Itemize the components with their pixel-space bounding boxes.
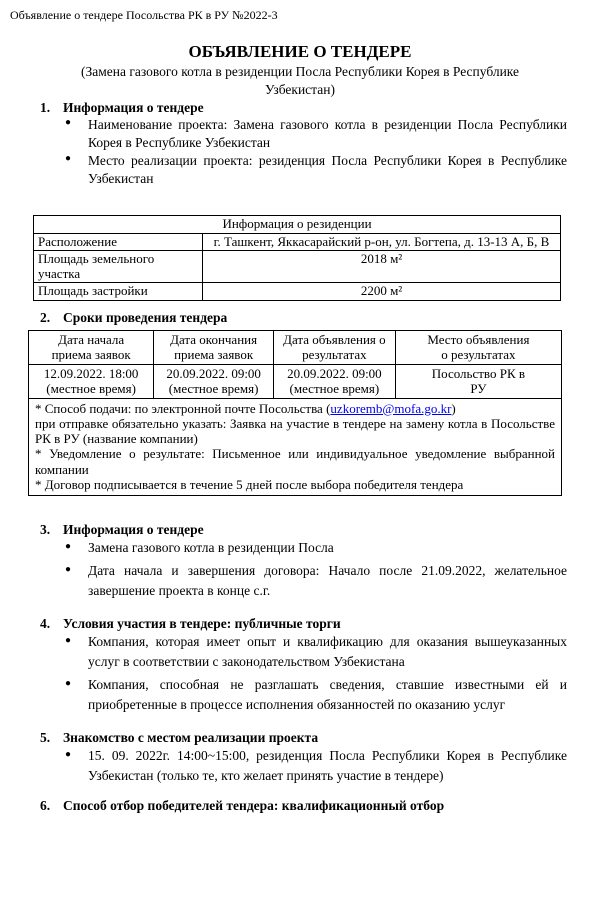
header-line: Место объявления (427, 331, 530, 347)
list-item (33, 561, 567, 601)
header-line: о результатах (441, 347, 516, 362)
section-1-bullets (33, 116, 567, 188)
data-line: (местное время) (168, 381, 259, 396)
row-label: Расположение (34, 233, 203, 251)
data-cell (29, 364, 154, 398)
bullet-icon: ● (65, 541, 72, 553)
section-5-bullets (33, 746, 567, 786)
header-line: результатах (302, 347, 367, 362)
section-2-number: 2. (40, 309, 51, 325)
bullet-icon: ● (65, 678, 72, 690)
header-line: Дата объявления о (283, 331, 386, 347)
list-item-text: Наименование проекта: Замена газового котла в резиденции Посла Республики Корея в Республике Узбекистан (88, 117, 567, 150)
row-label: Площадь земельного участка (34, 251, 203, 283)
section-3-title: Информация о тендере (63, 522, 204, 538)
table-row (34, 283, 561, 301)
data-cell (154, 364, 274, 398)
header-cell (154, 330, 274, 364)
list-item (33, 675, 567, 715)
data-cell (395, 364, 561, 398)
subtitle-line-2: Узбекистан) (265, 82, 335, 97)
note-text: * Способ подачи: по электронной почте Посольства ( (35, 400, 331, 416)
table-data-row (29, 364, 562, 398)
data-cell (273, 364, 395, 398)
row-value: 2200 м² (203, 283, 561, 301)
section-4-bullets (33, 632, 567, 715)
row-value: 2018 м² (203, 251, 561, 283)
header-line: Дата окончания (170, 331, 258, 347)
note-line-contract: * Договор подписывается в течение 5 дней после выбора победителя тендера (35, 476, 464, 492)
row-label: Площадь застройки (34, 283, 203, 301)
section-4-heading (40, 615, 567, 632)
bullet-icon: ● (65, 117, 72, 128)
residence-table (33, 215, 561, 301)
bullet-icon: ● (65, 635, 72, 647)
list-item (33, 538, 567, 558)
list-item (33, 116, 567, 152)
data-line: (местное время) (289, 381, 380, 396)
section-4-number: 4. (40, 616, 51, 632)
header-cell (29, 330, 154, 364)
notes-cell (29, 398, 562, 496)
doc-header: Объявление о тендере Посольства РК в РУ №2022-3 (10, 8, 278, 22)
list-item (33, 152, 567, 188)
tender-dates-table (28, 330, 562, 497)
section-1-heading (40, 99, 567, 116)
list-item-text: Компания, способная не разглашать сведения, ставшие известными ей и приобретенные в процессе исполнения обязанностей по оказанию услуг (88, 677, 567, 713)
email-link[interactable]: uzkoremb@mofa.go.kr (330, 400, 452, 416)
note-text: ) (451, 400, 456, 416)
bullet-icon: ● (65, 749, 72, 761)
table-header-row (29, 330, 562, 364)
section-2-heading (40, 309, 567, 326)
section-5-title: Знакомство с местом реализации проекта (63, 730, 319, 746)
residence-table-caption: Информация о резиденции (34, 216, 561, 234)
data-line: (местное время) (46, 381, 136, 396)
note-line-subject: при отправке обязательно указать: Заявка на участие в тендере на замену котла в Посольстве РК в РУ (название компании) (35, 415, 555, 447)
data-line: 20.09.2022. 09:00 (287, 365, 382, 381)
section-3-number: 3. (40, 522, 51, 538)
row-value: г. Ташкент, Яккасарайский р-он, ул. Богтепа, д. 13-13 А, Б, В (203, 233, 561, 251)
list-item (33, 746, 567, 786)
header-line: Дата начала (58, 331, 125, 347)
data-line: РУ (470, 381, 487, 396)
section-6-number: 6. (40, 798, 51, 814)
header-line: приема заявок (174, 347, 254, 362)
data-line: 20.09.2022. 09:00 (166, 365, 261, 381)
section-6-heading (40, 797, 567, 814)
section-2-title: Сроки проведения тендера (63, 309, 228, 325)
table-row (34, 233, 561, 251)
header-line: приема заявок (51, 347, 131, 362)
header-cell (273, 330, 395, 364)
list-item-text: 15. 09. 2022г. 14:00~15:00, резиденция Посла Республики Корея в Республике Узбекистан (только те, кто желает принять участие в тендере) (88, 748, 567, 784)
subtitle-line-1: (Замена газового котла в резиденции Посла Республики Корея в Республике (80, 64, 520, 79)
note-line-submission (35, 401, 555, 416)
table-notes-row (29, 398, 562, 496)
bullet-icon: ● (65, 564, 72, 576)
list-item-text: Место реализации проекта: резиденция Посла Республики Корея в Республике Узбекистан (88, 153, 567, 186)
section-3-heading (40, 521, 567, 538)
list-item (33, 632, 567, 672)
table-row (34, 251, 561, 283)
note-line-notification: * Уведомление о результате: Письменное или индивидуальное уведомление выбранной компании (35, 446, 555, 477)
list-item-text: Дата начала и завершения договора: Начало после 21.09.2022, желательное завершение проекта в конце с.г. (88, 563, 567, 599)
section-5-number: 5. (40, 730, 51, 746)
bullet-icon: ● (65, 153, 72, 164)
section-5-heading (40, 729, 567, 746)
section-6-title: Способ отбор победителей тендера: квалификационный отбор (63, 798, 445, 814)
section-4-title: Условия участия в тендере: публичные торги (63, 616, 341, 632)
subtitle (33, 63, 567, 99)
header-cell (395, 330, 561, 364)
page-title: ОБЪЯВЛЕНИЕ О ТЕНДЕРЕ (188, 42, 412, 61)
data-line: Посольство РК в (431, 365, 526, 381)
data-line: 12.09.2022. 18:00 (43, 365, 139, 381)
table-row (34, 216, 561, 234)
list-item-text: Компания, которая имеет опыт и квалификацию для оказания вышеуказанных услуг в соответствии с законодательством Узбекистана (88, 634, 567, 670)
section-1-number: 1. (40, 100, 51, 115)
doc-body (33, 42, 567, 814)
section-1-title: Информация о тендере (63, 100, 204, 115)
list-item-text: Замена газового котла в резиденции Посла (88, 540, 334, 556)
section-3-bullets (33, 538, 567, 601)
